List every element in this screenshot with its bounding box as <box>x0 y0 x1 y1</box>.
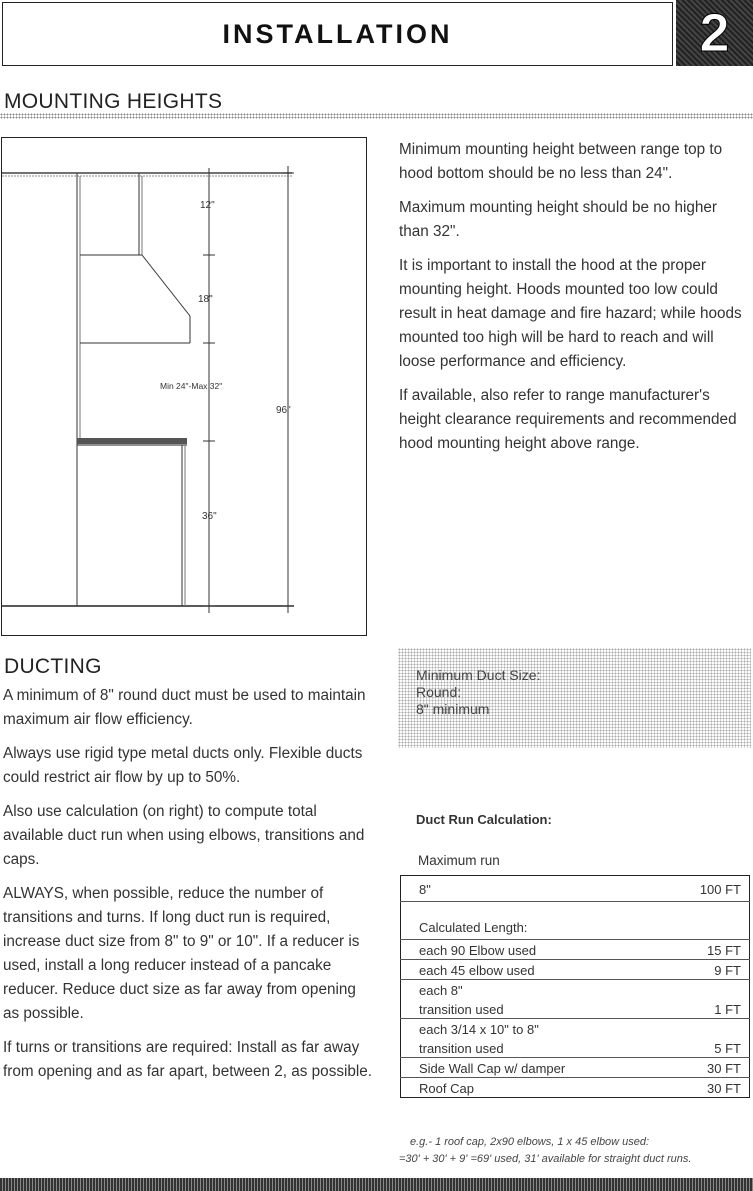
chapter-number: 2 <box>699 3 730 63</box>
dim-min-max-label: Min 24"-Max 32" <box>160 381 223 391</box>
calc-title: Duct Run Calculation: <box>416 812 552 827</box>
mounting-paragraph: It is important to install the hood at the proper mounting height. Hoods mounted too low could result in heat damage and fire hazard; while hoods mounted too high will be hard to reach and will loose performance and efficiency. <box>399 257 742 370</box>
section-divider <box>0 113 753 119</box>
table-row <box>401 876 750 902</box>
table-row <box>401 960 750 980</box>
row-value: 5 FT <box>714 1040 741 1056</box>
mounting-diagram <box>1 137 367 636</box>
dim-18-label: 18" <box>198 294 213 305</box>
dim-12-label: 12" <box>200 200 215 211</box>
min-duct-line: Round: <box>416 684 462 700</box>
min-duct-line: Minimum Duct Size: <box>416 667 541 683</box>
row-value: 100 FT <box>699 881 741 897</box>
min-duct-box <box>398 648 751 748</box>
mounting-diagram-svg <box>2 138 368 637</box>
mounting-paragraph: If available, also refer to range manufacturer's height clearance requirements and recommended hood mounting height above range. <box>399 387 737 452</box>
row-label: Roof Cap <box>401 1078 662 1098</box>
row-label: each 45 elbow used <box>401 960 662 980</box>
chapter-badge <box>676 0 753 66</box>
row-label: each 3/14 x 10" to 8" <box>401 1019 662 1039</box>
footer-bar <box>0 1178 753 1191</box>
ducting-paragraph: Also use calculation (on right) to compute total available duct run when using elbows, transitions and caps. <box>3 803 365 868</box>
table-row <box>401 902 750 940</box>
ducting-paragraph: Always use rigid type metal ducts only. Flexible ducts could restrict air flow by up to 50%. <box>3 745 363 786</box>
dim-96-label: 96" <box>276 405 291 416</box>
mounting-paragraph: Minimum mounting height between range top to hood bottom should be no less than 24". <box>399 141 723 182</box>
mounting-heights-title: MOUNTING HEIGHTS <box>4 90 223 113</box>
row-value: 30 FT <box>661 1058 750 1078</box>
table-row <box>401 1078 750 1098</box>
example-line: =30' + 30' + 9' =69' used, 31' available for straight duct runs. <box>399 1153 692 1165</box>
max-run-label: Maximum run <box>418 853 500 868</box>
table-row <box>401 980 750 1000</box>
example-line: e.g.- 1 roof cap, 2x90 elbows, 1 x 45 elbow used: <box>410 1136 650 1148</box>
table-row <box>401 999 750 1019</box>
row-label: 8" <box>419 881 431 897</box>
table-row <box>401 940 750 960</box>
mounting-text <box>399 138 744 466</box>
row-value: 9 FT <box>661 960 750 980</box>
row-value <box>661 1019 750 1039</box>
ducting-paragraph: If turns or transitions are required: Install as far away from opening and as far apart, between 2, as possible. <box>3 1039 373 1080</box>
row-value: 30 FT <box>661 1078 750 1098</box>
row-value <box>661 980 750 1000</box>
row-label: Side Wall Cap w/ damper <box>401 1058 662 1078</box>
dim-36-label: 36" <box>202 511 217 522</box>
ducting-text <box>3 684 373 1094</box>
ducting-title: DUCTING <box>4 655 102 678</box>
row-value: 15 FT <box>661 940 750 960</box>
mounting-paragraph: Maximum mounting height should be no higher than 32". <box>399 199 718 240</box>
duct-calc-table <box>400 875 750 1098</box>
table-row <box>401 1019 750 1039</box>
ducting-paragraph: A minimum of 8" round duct must be used to maintain maximum air flow efficiency. <box>3 687 366 728</box>
row-label: transition used <box>419 1001 504 1017</box>
page-header <box>2 2 673 66</box>
row-value <box>661 902 750 940</box>
page-title: INSTALLATION <box>222 18 453 49</box>
table-row <box>401 1038 750 1058</box>
row-label: each 8" <box>401 980 662 1000</box>
min-duct-line: 8" minimum <box>416 701 490 717</box>
row-value: 1 FT <box>714 1001 741 1017</box>
row-label: Calculated Length: <box>401 902 662 940</box>
ducting-paragraph: ALWAYS, when possible, reduce the number of transitions and turns. If long duct run is required, increase duct size from 8" to 9" or 10". If a reducer is used, install a long reducer instead of a pancake reducer. Reduce duct size as far away from opening as possible. <box>3 885 360 1022</box>
row-label: each 90 Elbow used <box>401 940 662 960</box>
table-row <box>401 1058 750 1078</box>
row-label: transition used <box>419 1040 504 1056</box>
